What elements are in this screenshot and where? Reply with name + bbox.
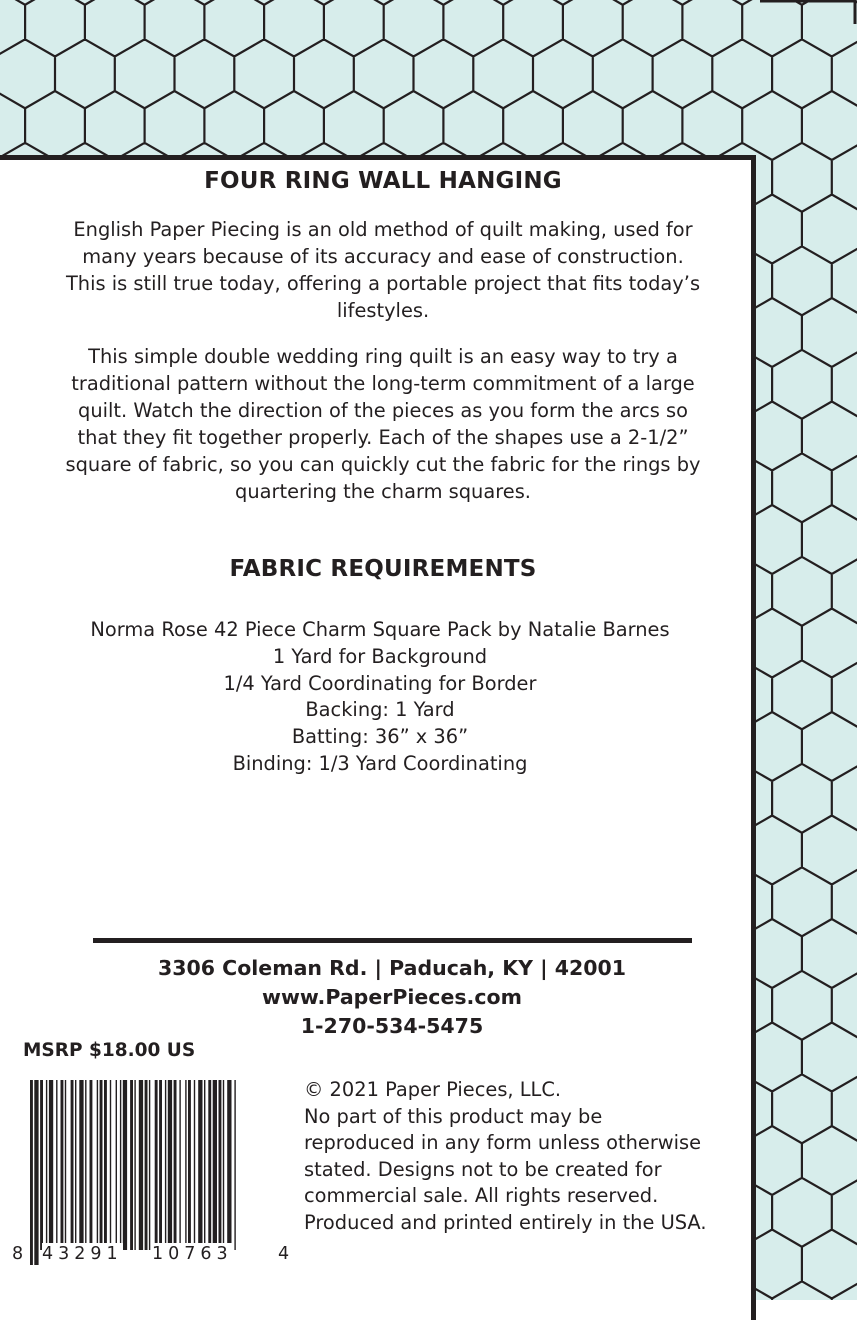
barcode-bar [97, 1080, 98, 1250]
fabric-requirements-list [0, 617, 760, 778]
contact-block [0, 954, 784, 1041]
barcode-bar [110, 1080, 111, 1250]
paragraph-line: many years because of its accuracy and ease of construction. [82, 245, 684, 268]
msrp-price: MSRP $18.00 US [23, 1040, 196, 1061]
paragraph-line: square of fabric, so you can quickly cut the fabric for the rings by [65, 453, 701, 476]
copyright-line: © 2021 Paper Pieces, LLC. [304, 1078, 562, 1101]
barcode-bar [79, 1080, 83, 1250]
barcode-bar [234, 1080, 235, 1250]
paragraph-line: English Paper Piecing is an old method of quilt making, used for [73, 218, 693, 241]
barcode-bar [194, 1080, 195, 1250]
barcode-lead-digit: 8 [12, 1244, 29, 1264]
barcode-bar [49, 1080, 53, 1250]
barcode-bar [90, 1080, 93, 1250]
barcode-bar [130, 1080, 133, 1250]
barcode-bar [100, 1080, 103, 1250]
fabric-requirements-heading: FABRIC REQUIREMENTS [229, 556, 537, 582]
barcode-bars [12, 1080, 297, 1270]
copyright-line: No part of this product may be [304, 1104, 603, 1128]
barcode-bar [174, 1080, 177, 1250]
barcode-bar [30, 1080, 33, 1265]
fabric-item: Binding: 1/3 Yard Coordinating [232, 751, 528, 775]
barcode-bar [56, 1080, 57, 1250]
paragraph-line: traditional pattern without the long-term commitment of a large [71, 372, 695, 395]
copyright-line: Produced and printed entirely in the USA. [304, 1210, 707, 1234]
barcode-bar [40, 1080, 43, 1250]
barcode-bar [198, 1080, 202, 1250]
barcode [12, 1080, 297, 1270]
barcode-bar [120, 1080, 121, 1250]
barcode-bar [204, 1080, 205, 1250]
barcode-bar [123, 1080, 127, 1250]
page-title: FOUR RING WALL HANGING [204, 168, 562, 194]
barcode-bar [65, 1080, 66, 1250]
barcode-bar [213, 1080, 217, 1250]
intro-paragraph-1 [0, 216, 766, 324]
barcode-bar [85, 1080, 86, 1250]
barcode-bar [145, 1080, 148, 1250]
fabric-item: Backing: 1 Yard [305, 698, 455, 722]
paragraph-line: This simple double wedding ring quilt is an easy way to try a [88, 345, 678, 368]
website-link[interactable]: www.PaperPieces.com [262, 985, 522, 1009]
copyright-line: reproduced in any form unless otherwise [304, 1131, 702, 1155]
paragraph-line: that they fit together properly. Each of the shapes use a 2-1/2” [77, 426, 689, 449]
barcode-bar [116, 1080, 117, 1250]
section-divider [93, 938, 692, 943]
copyright-notice [304, 1077, 707, 1237]
paragraph-line: quilt. Watch the direction of the pieces as you form the arcs so [78, 399, 688, 422]
barcode-bar [75, 1080, 76, 1250]
barcode-left-digits: 43291 [42, 1244, 123, 1264]
paragraph-line: lifestyles. [336, 299, 430, 322]
barcode-bar [188, 1080, 191, 1250]
barcode-bar [159, 1080, 162, 1250]
address-text: 3306 Coleman Rd. | Paducah, KY | 42001 [157, 956, 627, 980]
fabric-item: 1/4 Yard Coordinating for Border [223, 671, 537, 695]
barcode-check-digit: 4 [278, 1244, 295, 1264]
barcode-bar [227, 1080, 231, 1250]
barcode-bar [46, 1080, 47, 1250]
barcode-bar [168, 1080, 172, 1250]
barcode-bar [219, 1080, 222, 1250]
barcode-bar [61, 1080, 64, 1250]
barcode-bar [71, 1080, 74, 1250]
fabric-item: Batting: 36” x 36” [291, 725, 469, 749]
copyright-line: stated. Designs not to be created for [304, 1157, 662, 1181]
paragraph-line: quartering the charm squares. [235, 480, 531, 503]
barcode-bar [165, 1080, 166, 1250]
barcode-bar [104, 1080, 107, 1250]
intro-paragraph-2 [0, 343, 766, 505]
paragraph-line: This is still true today, offering a portable project that fits today’s [65, 272, 701, 295]
barcode-bar [223, 1080, 224, 1250]
barcode-bar [34, 1080, 38, 1265]
barcode-right-digits: 10763 [152, 1244, 233, 1264]
barcode-bar [149, 1080, 150, 1250]
copyright-line: commercial sale. All rights reserved. [304, 1184, 659, 1208]
fabric-item: 1 Yard for Background [272, 644, 488, 668]
phone-number: 1-270-534-5475 [300, 1014, 484, 1038]
barcode-bar [155, 1080, 158, 1265]
barcode-bar [179, 1080, 180, 1250]
barcode-bar [134, 1080, 135, 1250]
barcode-bar [185, 1080, 186, 1250]
barcode-bar [208, 1080, 211, 1250]
fabric-item: Norma Rose 42 Piece Charm Square Pack by Natalie Barnes [90, 618, 670, 641]
barcode-bar [139, 1080, 143, 1250]
